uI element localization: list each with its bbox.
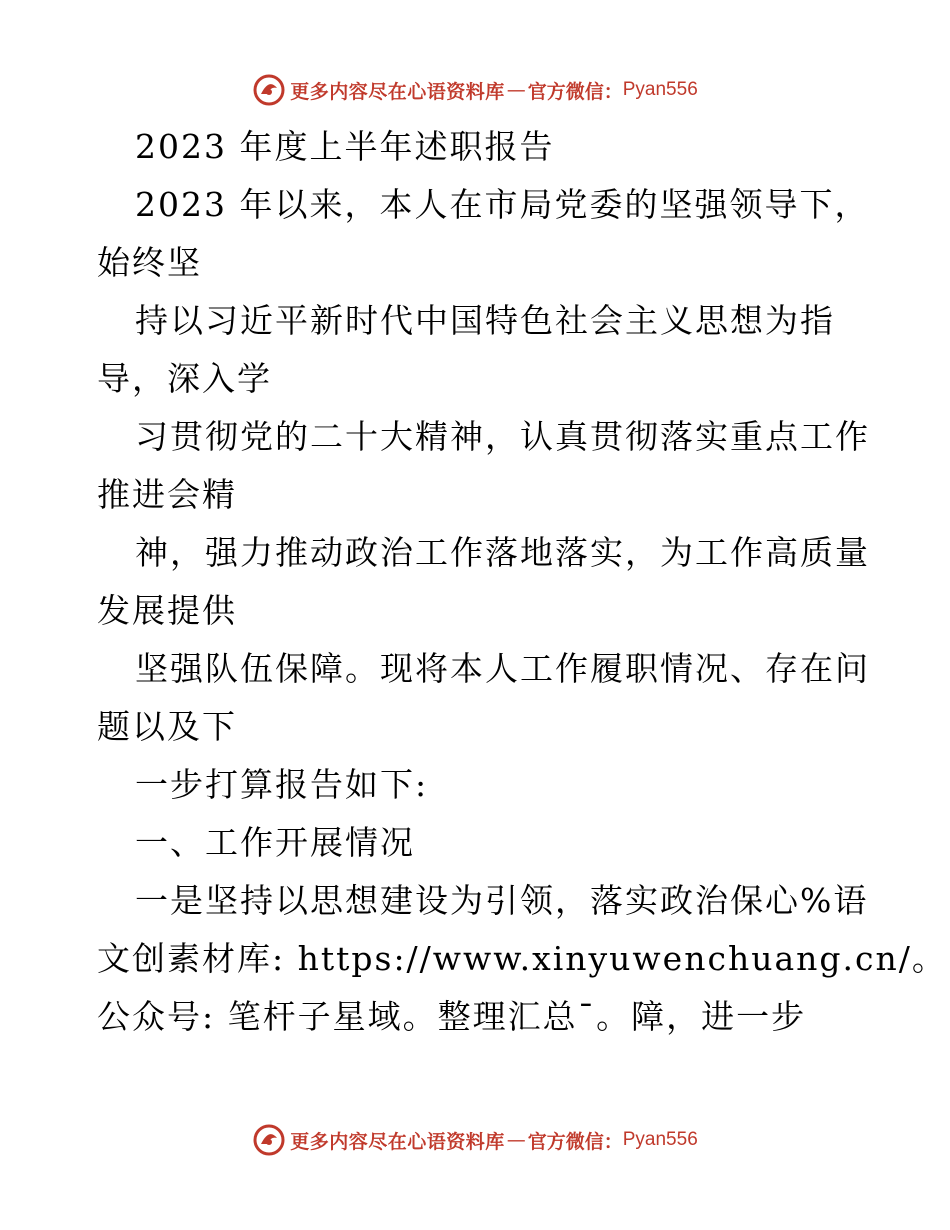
banner-dash: — [506, 79, 526, 101]
banner-slogan: 更多内容尽在心语资料库 [290, 1130, 505, 1153]
text-line: 习贯彻党的二十大精神，认真贯彻落实重点工作 [135, 417, 870, 456]
document-title: 2023 年度上半年述职报告 [135, 127, 555, 166]
text-line: 始终坚 [97, 243, 202, 282]
red-swirl-logo-icon [252, 1123, 286, 1157]
banner-wechat-label: 官方微信： [527, 1130, 623, 1153]
banner-wechat-id: Pyan556 [622, 1129, 698, 1150]
text-line: 一是坚持以思想建设为引领，落实政治保心%语 [135, 881, 869, 920]
text-line: 2023 年以来，本人在市局党委的坚强领导下， [135, 185, 870, 224]
header-banner [0, 68, 950, 112]
text-line: 推进会精 [97, 475, 237, 514]
document-body [97, 118, 947, 1046]
banner-slogan: 更多内容尽在心语资料库 [290, 80, 505, 103]
text-line: 神，强力推动政治工作落地落实，为工作高质量 [135, 533, 870, 572]
text-line: 持以习近平新时代中国特色社会主义思想为指 [135, 301, 835, 340]
text-line: 文创素材库: https://www.xinyuwenchuang.cn/。 [97, 939, 947, 978]
text-line: 坚强队伍保障。现将本人工作履职情况、存在问 [135, 649, 870, 688]
text-line: 发展提供 [97, 591, 237, 630]
red-swirl-logo-icon [252, 73, 286, 107]
text-line: 公众号: 笔杆子星域。整理汇总¯。障，进一步 [97, 997, 807, 1036]
text-line: 一步打算报告如下: [135, 765, 429, 804]
section-heading: 一、工作开展情况 [135, 823, 415, 862]
banner-dash: — [506, 1129, 526, 1151]
banner-wechat-id: Pyan556 [622, 79, 698, 100]
footer-banner [0, 1118, 950, 1162]
banner-wechat-label: 官方微信： [527, 80, 623, 103]
text-line: 导，深入学 [97, 359, 272, 398]
text-line: 题以及下 [97, 707, 237, 746]
